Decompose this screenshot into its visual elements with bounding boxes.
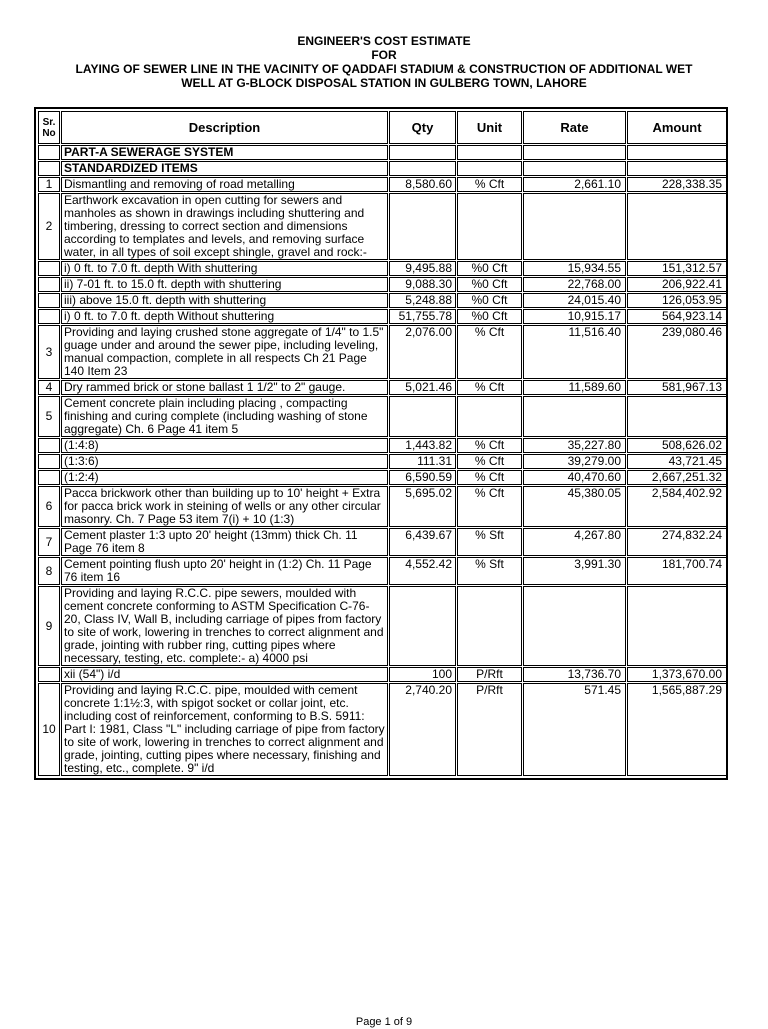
title-line-4: WELL AT G-BLOCK DISPOSAL STATION IN GULBERG TOWN, LAHORE: [181, 76, 587, 90]
description-cell: PART-A SEWERAGE SYSTEM: [61, 145, 388, 160]
unit-cell: P/Rft: [457, 683, 522, 776]
qty-cell: 5,695.02: [389, 486, 456, 527]
description-cell: xii (54") i/d: [61, 667, 388, 682]
amount-cell: 1,565,887.29: [627, 683, 727, 776]
table-row: [38, 145, 727, 160]
amount-cell: [627, 396, 727, 437]
rate-cell: [523, 193, 626, 260]
table-row: [38, 470, 727, 485]
sr-cell: [38, 161, 60, 176]
unit-cell: % Cft: [457, 380, 522, 395]
rate-cell: 13,736.70: [523, 667, 626, 682]
table-row: [38, 177, 727, 192]
qty-cell: [389, 586, 456, 666]
unit-cell: [457, 586, 522, 666]
unit-cell: % Cft: [457, 438, 522, 453]
qty-cell: 6,590.59: [389, 470, 456, 485]
description-cell: (1:2:4): [61, 470, 388, 485]
table-row: [38, 683, 727, 776]
sr-cell: 7: [38, 528, 60, 556]
sr-cell: 5: [38, 396, 60, 437]
description-cell: i) 0 ft. to 7.0 ft. depth With shuttering: [61, 261, 388, 276]
rate-cell: [523, 586, 626, 666]
amount-cell: [627, 145, 727, 160]
header-amount: Amount: [627, 111, 727, 144]
table-body: [38, 145, 727, 776]
qty-cell: 1,443.82: [389, 438, 456, 453]
rate-cell: [523, 145, 626, 160]
header-unit: Unit: [457, 111, 522, 144]
title-line-3: LAYING OF SEWER LINE IN THE VACINITY OF QADDAFI STADIUM & CONSTRUCTION OF ADDITIONAL WET: [75, 62, 693, 76]
document-title: [0, 34, 768, 90]
table-row: [38, 325, 727, 379]
sr-cell: [38, 309, 60, 324]
sr-cell: [38, 293, 60, 308]
qty-cell: 9,088.30: [389, 277, 456, 292]
description-cell: Providing and laying R.C.C. pipe, moulded with cement concrete 1:1½:3, with spigot socket or collar joint, etc. including cost of reinforcement, conforming to B.S. 5911: Part I: 1981, Class "L" including carriage of pipe from factory to site of work, lowering in trenches to correct alignment and grade, jointing, cutting pipes where necessary, finishing and testing, etc., complete. 9" i/d: [61, 683, 388, 776]
description-cell: (1:3:6): [61, 454, 388, 469]
description-cell: STANDARDIZED ITEMS: [61, 161, 388, 176]
rate-cell: 11,589.60: [523, 380, 626, 395]
sr-cell: 2: [38, 193, 60, 260]
description-cell: Cement pointing flush upto 20' height in (1:2) Ch. 11 Page 76 item 16: [61, 557, 388, 585]
amount-cell: 581,967.13: [627, 380, 727, 395]
amount-cell: 181,700.74: [627, 557, 727, 585]
qty-cell: 100: [389, 667, 456, 682]
table-row: [38, 309, 727, 324]
amount-cell: 151,312.57: [627, 261, 727, 276]
qty-cell: 8,580.60: [389, 177, 456, 192]
rate-cell: [523, 161, 626, 176]
qty-cell: 111.31: [389, 454, 456, 469]
header-qty: Qty: [389, 111, 456, 144]
amount-cell: 239,080.46: [627, 325, 727, 379]
sr-cell: 9: [38, 586, 60, 666]
description-cell: Pacca brickwork other than building up to 10' height + Extra for pacca brick work in steining of wells or any other circular masonry. Ch. 7 Page 53 item 7(i) + 10 (1:3): [61, 486, 388, 527]
table-row: [38, 261, 727, 276]
qty-cell: 2,740.20: [389, 683, 456, 776]
table-row: [38, 454, 727, 469]
amount-cell: 564,923.14: [627, 309, 727, 324]
amount-cell: 206,922.41: [627, 277, 727, 292]
table-row: [38, 193, 727, 260]
unit-cell: % Sft: [457, 557, 522, 585]
unit-cell: % Cft: [457, 454, 522, 469]
amount-cell: 1,373,670.00: [627, 667, 727, 682]
table-row: [38, 161, 727, 176]
qty-cell: 6,439.67: [389, 528, 456, 556]
qty-cell: [389, 145, 456, 160]
qty-cell: [389, 193, 456, 260]
amount-cell: 508,626.02: [627, 438, 727, 453]
qty-cell: 2,076.00: [389, 325, 456, 379]
qty-cell: [389, 396, 456, 437]
description-cell: Providing and laying crushed stone aggregate of 1/4" to 1.5" guage under and around the sewer pipe, including leveling, manual compaction, complete in all respects Ch 21 Page 140 Item 23: [61, 325, 388, 379]
description-cell: Dry rammed brick or stone ballast 1 1/2" to 2" gauge.: [61, 380, 388, 395]
unit-cell: % Cft: [457, 470, 522, 485]
sr-cell: [38, 667, 60, 682]
sr-cell: [38, 470, 60, 485]
description-cell: Providing and laying R.C.C. pipe sewers, moulded with cement concrete conforming to ASTM Specification C-76-20, Class IV, Wall B, including carriage of pipes from factory to site of work, lowering in trenches to correct alignment and grade, jointing with rubber ring, cutting pipes where necessary, testing, etc. complete:- a) 4000 psi: [61, 586, 388, 666]
table-row: [38, 380, 727, 395]
amount-cell: 126,053.95: [627, 293, 727, 308]
amount-cell: 2,584,402.92: [627, 486, 727, 527]
rate-cell: 3,991.30: [523, 557, 626, 585]
unit-cell: %0 Cft: [457, 293, 522, 308]
table-row: [38, 528, 727, 556]
unit-cell: [457, 161, 522, 176]
table-header-row: [38, 111, 727, 144]
sr-cell: [38, 261, 60, 276]
title-line-1: ENGINEER'S COST ESTIMATE: [297, 34, 471, 48]
amount-cell: 2,667,251.32: [627, 470, 727, 485]
sr-cell: 6: [38, 486, 60, 527]
table-row: [38, 438, 727, 453]
cost-estimate-table: [37, 110, 728, 777]
description-cell: iii) above 15.0 ft. depth with shuttering: [61, 293, 388, 308]
table-row: [38, 667, 727, 682]
amount-cell: 43,721.45: [627, 454, 727, 469]
unit-cell: % Cft: [457, 325, 522, 379]
sr-cell: 4: [38, 380, 60, 395]
unit-cell: P/Rft: [457, 667, 522, 682]
rate-cell: 40,470.60: [523, 470, 626, 485]
sr-cell: 1: [38, 177, 60, 192]
unit-cell: %0 Cft: [457, 261, 522, 276]
sr-cell: [38, 454, 60, 469]
amount-cell: [627, 193, 727, 260]
qty-cell: [389, 161, 456, 176]
table-row: [38, 277, 727, 292]
amount-cell: 228,338.35: [627, 177, 727, 192]
amount-cell: 274,832.24: [627, 528, 727, 556]
header-rate: Rate: [523, 111, 626, 144]
amount-cell: [627, 161, 727, 176]
rate-cell: 45,380.05: [523, 486, 626, 527]
table-row: [38, 557, 727, 585]
qty-cell: 4,552.42: [389, 557, 456, 585]
table-row: [38, 293, 727, 308]
description-cell: Cement concrete plain including placing , compacting finishing and curing complete (including washing of stone aggregate) Ch. 6 Page 41 item 5: [61, 396, 388, 437]
rate-cell: 2,661.10: [523, 177, 626, 192]
rate-cell: 39,279.00: [523, 454, 626, 469]
qty-cell: 5,248.88: [389, 293, 456, 308]
unit-cell: % Cft: [457, 486, 522, 527]
unit-cell: [457, 193, 522, 260]
table-row: [38, 396, 727, 437]
qty-cell: 5,021.46: [389, 380, 456, 395]
sr-cell: [38, 145, 60, 160]
sr-cell: 3: [38, 325, 60, 379]
rate-cell: 24,015.40: [523, 293, 626, 308]
description-cell: Cement plaster 1:3 upto 20' height (13mm) thick Ch. 11 Page 76 item 8: [61, 528, 388, 556]
rate-cell: 10,915.17: [523, 309, 626, 324]
sr-cell: [38, 438, 60, 453]
rate-cell: 35,227.80: [523, 438, 626, 453]
amount-cell: [627, 586, 727, 666]
rate-cell: [523, 396, 626, 437]
qty-cell: 9,495.88: [389, 261, 456, 276]
table-row: [38, 486, 727, 527]
rate-cell: 11,516.40: [523, 325, 626, 379]
sr-cell: 10: [38, 683, 60, 776]
table-row: [38, 586, 727, 666]
unit-cell: % Sft: [457, 528, 522, 556]
header-description: Description: [61, 111, 388, 144]
sr-cell: [38, 277, 60, 292]
rate-cell: 571.45: [523, 683, 626, 776]
rate-cell: 4,267.80: [523, 528, 626, 556]
unit-cell: %0 Cft: [457, 277, 522, 292]
title-line-2: FOR: [371, 48, 397, 62]
cost-estimate-table-frame: [34, 107, 728, 780]
description-cell: (1:4:8): [61, 438, 388, 453]
description-cell: i) 0 ft. to 7.0 ft. depth Without shuttering: [61, 309, 388, 324]
header-sr-no: Sr. No: [38, 111, 60, 144]
description-cell: ii) 7-01 ft. to 15.0 ft. depth with shuttering: [61, 277, 388, 292]
qty-cell: 51,755.78: [389, 309, 456, 324]
unit-cell: %0 Cft: [457, 309, 522, 324]
unit-cell: [457, 145, 522, 160]
description-cell: Earthwork excavation in open cutting for sewers and manholes as shown in drawings including shuttering and timbering, dressing to correct section and dimensions according to templates and levels, and removing surface water, in all types of soil except shingle, gravel and rock:-: [61, 193, 388, 260]
unit-cell: [457, 396, 522, 437]
rate-cell: 22,768.00: [523, 277, 626, 292]
rate-cell: 15,934.55: [523, 261, 626, 276]
unit-cell: % Cft: [457, 177, 522, 192]
page-number: Page 1 of 9: [355, 1016, 413, 1028]
sr-cell: 8: [38, 557, 60, 585]
description-cell: Dismantling and removing of road metalling: [61, 177, 388, 192]
